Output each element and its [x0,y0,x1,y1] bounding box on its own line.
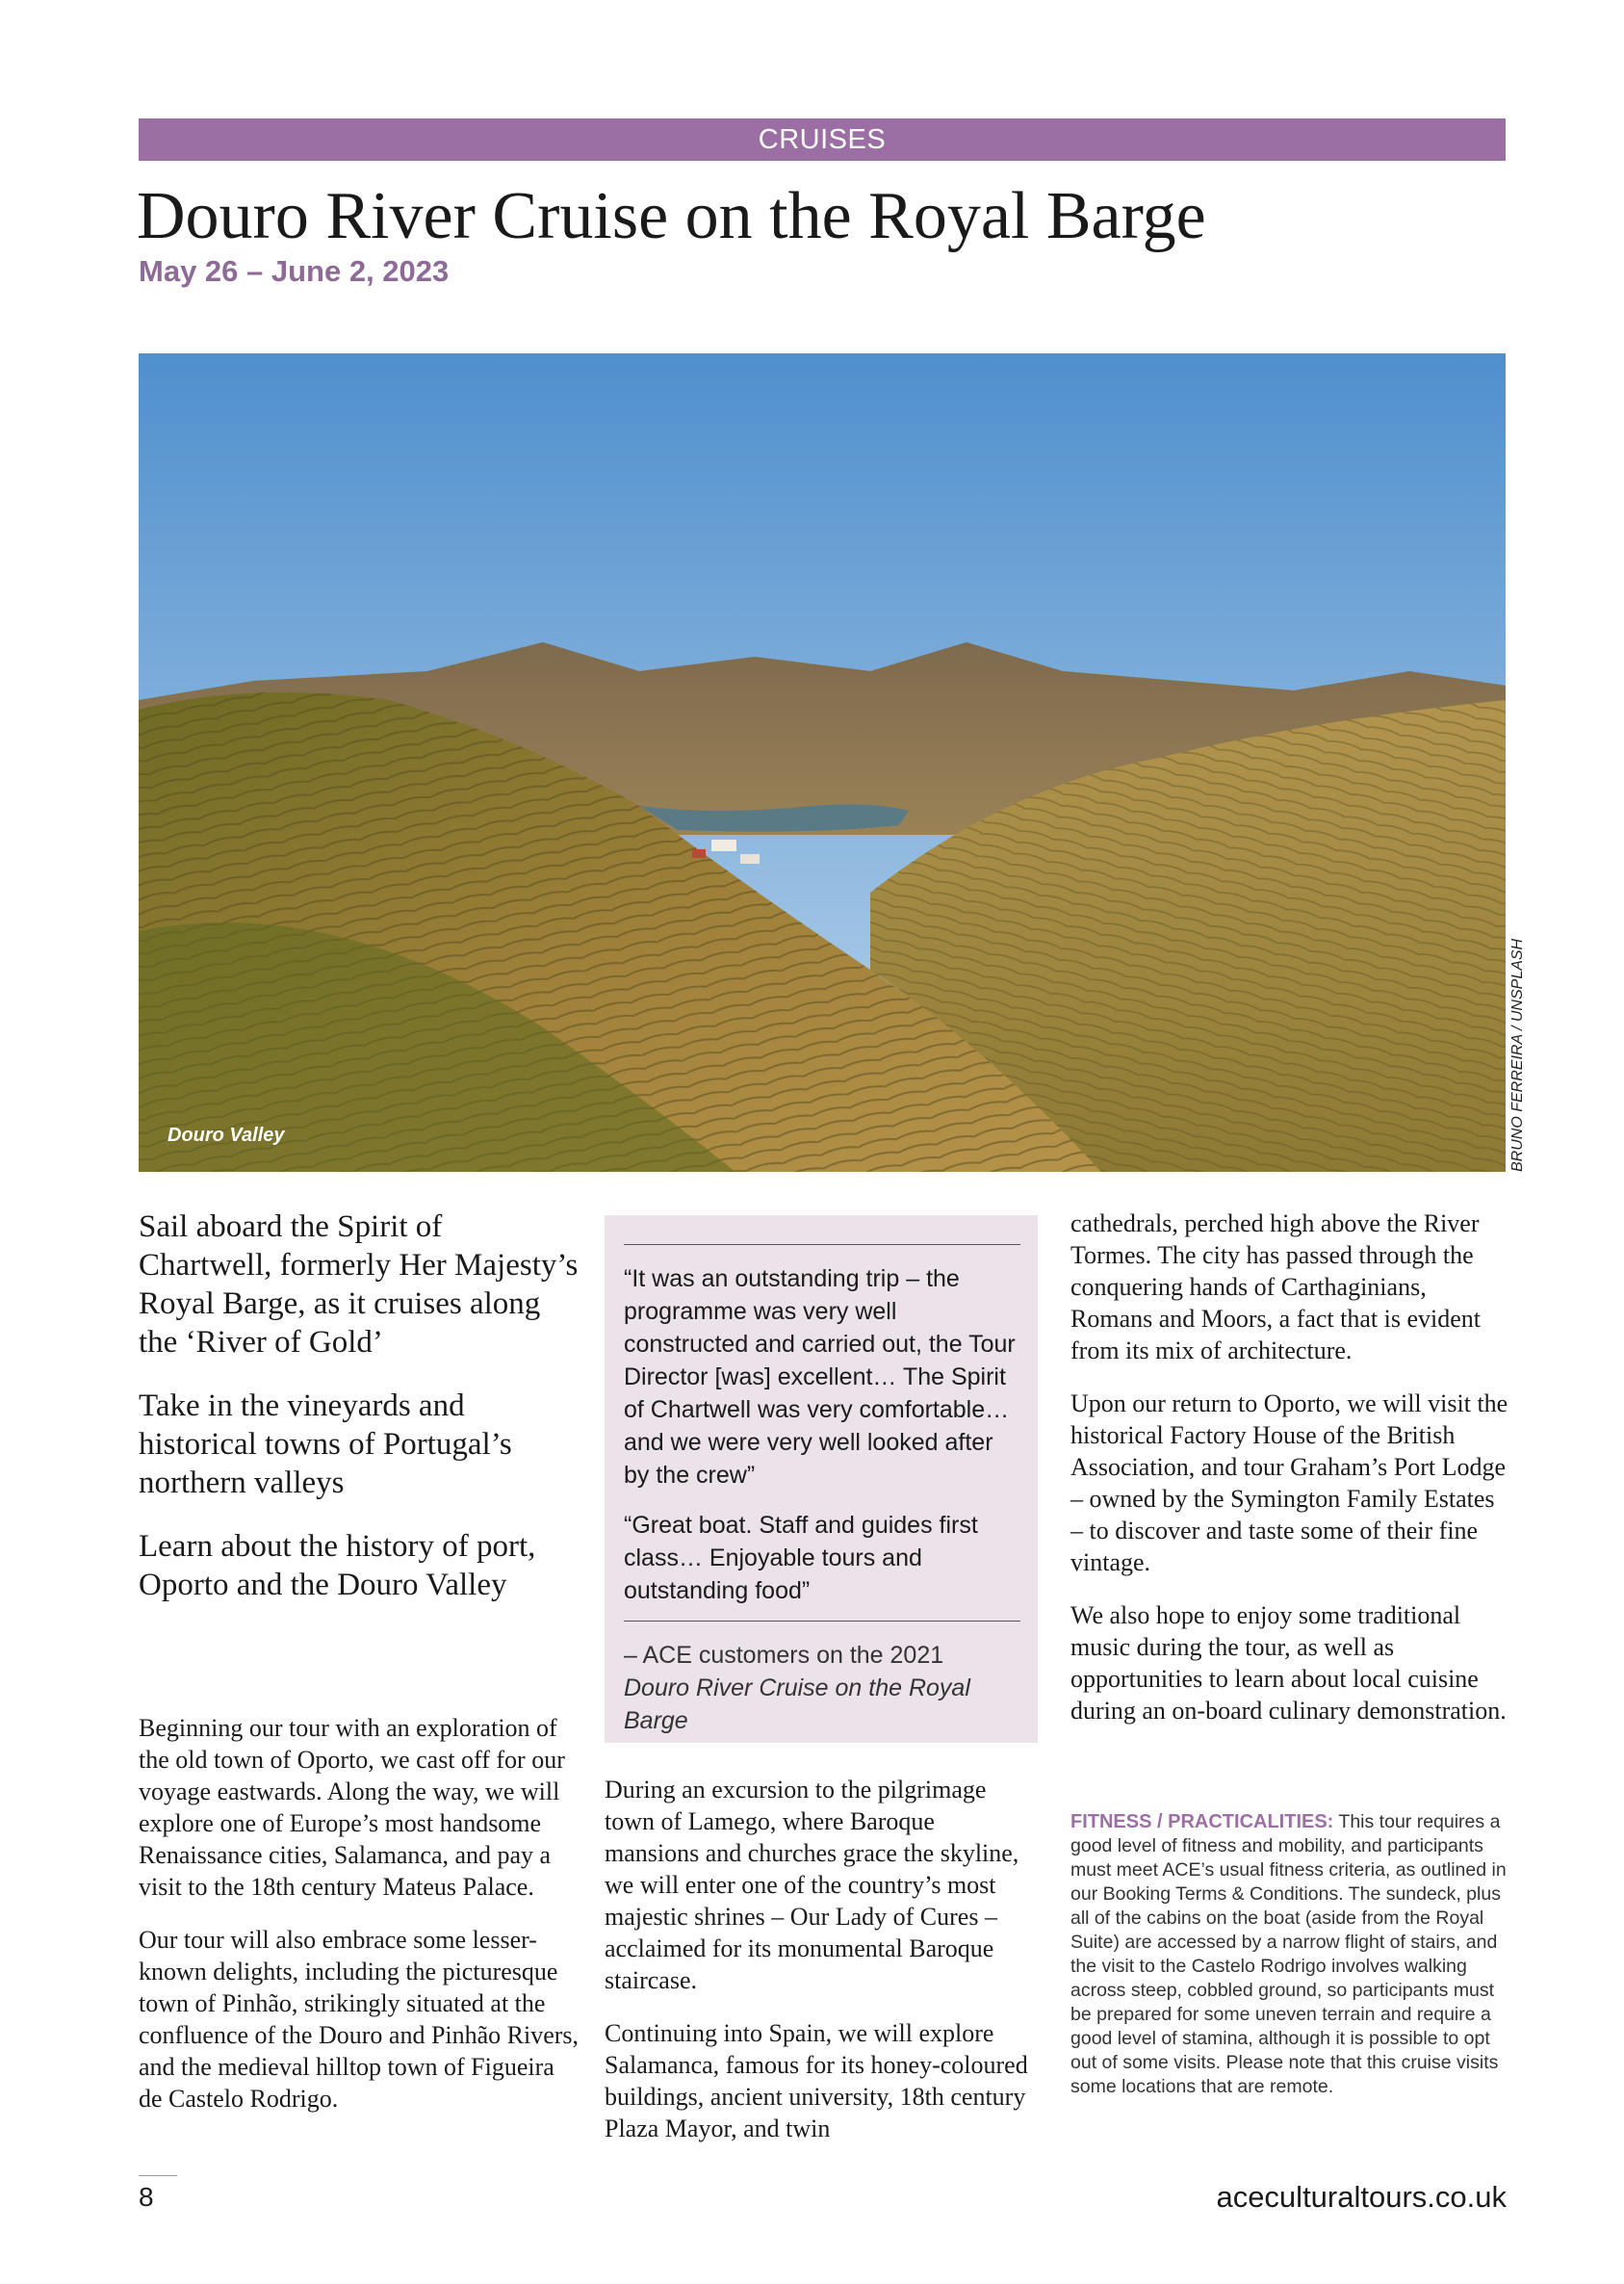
photo-credit: BRUNO FERREIRA / UNSPLASH [1509,938,1526,1172]
section-banner: CRUISES [139,118,1506,161]
tour-highlights [139,1207,581,1629]
page-number: 8 [139,2182,154,2212]
attribution-tour-name: Douro River Cruise on the Royal Barge [624,1674,970,1734]
testimonial-box [605,1215,1038,1743]
highlight-item: Learn about the history of port, Oporto and the Douro Valley [139,1529,536,1602]
quote-top-rule [624,1244,1020,1245]
website-link[interactable]: aceculturaltours.co.uk [1216,2180,1507,2214]
body-column-1 [139,1712,581,2136]
quote-bottom-rule [624,1621,1020,1622]
body-paragraph: Beginning our tour with an exploration of the old town of Oporto, we cast off for our voyage eastwards. Along the way, we will explore one of Europe’s most handsome Renaissance cities, Salamanca, and pay a visit to the 18th century Mateus Palace. [139,1714,565,1901]
body-paragraph: We also hope to enjoy some traditional music during the tour, as well as opportunities to learn about local cuisine during an on-board culinary demonstration. [1070,1601,1507,1725]
fitness-text: This tour requires a good level of fitness and mobility, and participants must meet ACE’s usual fitness criteria, as outlined in our Booking Terms & Conditions. The sundeck, plus all of the cabins on the boat (aside from the Royal Suite) are accessed by a narrow flight of stairs, and the visit to the Castelo Rodrigo involves walking across steep, cobbled ground, so participants must be prepared for some uneven terrain and require a good level of stamina, although it is possible to opt out of some visits. Please note that this cruise visits some locations that are remote. [1070,1811,1507,2097]
douro-valley-landscape [139,353,1506,1172]
testimonial-quote: “Great boat. Staff and guides first class… Enjoyable tours and outstanding food” [624,1512,978,1604]
body-paragraph: Our tour will also embrace some lesser-known delights, including the picturesque town of Pinhão, strikingly situated at the confluence of the Douro and Pinhão Rivers, and the medieval hilltop town of Figueira de Castelo Rodrigo. [139,1926,580,2113]
body-paragraph: During an excursion to the pilgrimage town of Lamego, where Baroque mansions and churches grace the skyline, we will enter one of the country’s most majestic shrines – Our Lady of Cures – acclaimed for its monumental Baroque staircase. [605,1776,1019,1994]
page-title: Douro River Cruise on the Royal Barge [137,179,1206,253]
photo-caption: Douro Valley [168,1125,285,1146]
testimonial-quote: “It was an outstanding trip – the programme was very well constructed and carried out, the Tour Director [was] excellent… The Spirit of Chartwell was very comfortable… and we were very well looked after by the crew” [624,1265,1016,1489]
body-column-2 [605,1774,1028,2166]
fitness-label: FITNESS / PRACTICALITIES: [1070,1811,1334,1832]
body-column-3 [1070,1207,1508,1748]
page-number-rule [139,2175,177,2176]
attribution-text: – ACE customers on the 2021 [624,1642,944,1669]
body-paragraph: Upon our return to Oporto, we will visit the historical Factory House of the British Association, and tour Graham’s Port Lodge – owned by the Symington Family Estates – to discover and taste some of their fine vintage. [1070,1389,1508,1576]
testimonial-attribution [624,1639,1020,1737]
fitness-practicalities [1070,1810,1508,2099]
tour-dates: May 26 – June 2, 2023 [139,254,450,288]
highlight-item: Take in the vineyards and historical towns of Portugal’s northern valleys [139,1389,512,1500]
body-paragraph: cathedrals, perched high above the River Tormes. The city has passed through the conquering hands of Carthaginians, Romans and Moors, a fact that is evident from its mix of architecture. [1070,1209,1482,1364]
body-paragraph: Continuing into Spain, we will explore Salamanca, famous for its honey-coloured buildings, ancient university, 18th century Plaza Mayor, and twin [605,2019,1028,2142]
hero-photo [139,353,1506,1172]
highlight-item: Sail aboard the Spirit of Chartwell, formerly Her Majesty’s Royal Barge, as it cruises along the ‘River of Gold’ [139,1209,579,1360]
